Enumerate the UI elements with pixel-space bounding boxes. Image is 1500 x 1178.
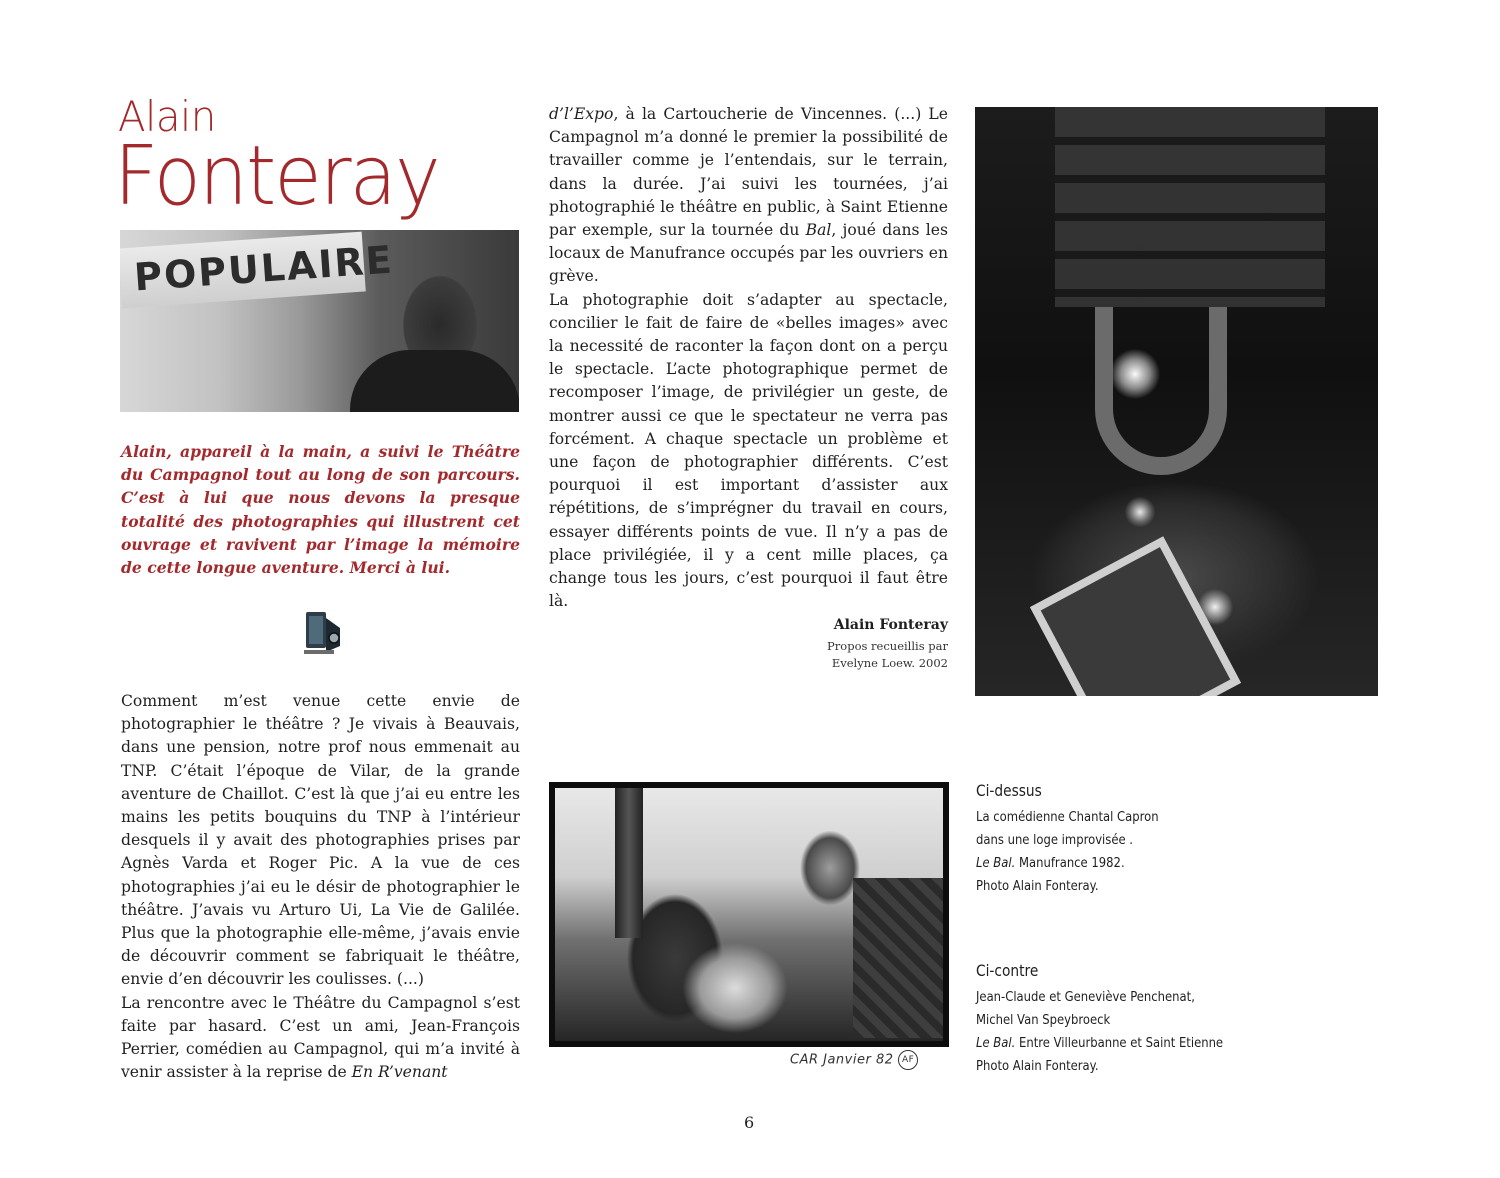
- caption-opposite-heading: Ci-contre: [976, 961, 1039, 980]
- caption-opposite-line-4: Photo Alain Fonteray.: [976, 1058, 1099, 1074]
- bus-photo-image: [555, 788, 943, 1041]
- body-paragraph-3-text-a: , à la Cartoucherie de Vincennes. (...) Le Campagnol m’a donné le premier la possibilité de travailler comme je l’entendais, sur le terrain, dans la durée. J’ai suivi les tournées, j’ai photographié le théâtre en public, à Saint Etienne par exemple, sur la tournée du: [549, 105, 948, 240]
- photo-pipe: [1095, 307, 1227, 475]
- photo-mirror: [1030, 536, 1241, 696]
- caption-above-line-2: dans une loge improvisée .: [976, 832, 1134, 848]
- play-title-italic: En R’venant: [351, 1063, 448, 1082]
- body-paragraph-3-text-b: , joué dans les locaux de Manufrance occupés par les ouvriers en grève.: [549, 221, 948, 286]
- body-column-middle: [549, 103, 948, 613]
- caption-opposite-line-2: Michel Van Speybroeck: [976, 1012, 1111, 1028]
- dressing-room-photo: [975, 107, 1378, 696]
- body-paragraph-2: [121, 992, 520, 1085]
- signature-line-2: Evelyne Loew. 2002: [831, 656, 948, 670]
- portrait-figure: [350, 350, 519, 412]
- body-paragraph-4: La photographie doit s’adapter au spectacle, concilier le fait de faire de «belles images» avec la necessité de raconter la façon dont on a perçu le spectacle. L’acte photographique permet de recomposer l’image, de privilégier un geste, de montrer aussi ce que le spectateur ne verra pas forcément. A chaque spectacle un problème et une façon de photographier différents. C’est pourquoi il est important d’assister aux répétitions, de s’imprégner du travail en cours, essayer différents points de vue. Il n’y a pas de place privilégiée, il y a cent mille places, ça change tous les jours, c’est pourquoi il faut être là.: [549, 290, 948, 611]
- banner-text: POPULAIRE: [120, 232, 366, 309]
- body-paragraph-2-text: La rencontre avec le Théâtre du Campagnol s’est faite par hasard. C’est un ami, Jean-François Perrier, comédien au Campagnol, qui m’a invité à venir assister à la reprise de: [121, 993, 520, 1082]
- caption-opposite-play-title: Le Bal.: [976, 1035, 1016, 1051]
- page-number: 6: [744, 1113, 755, 1132]
- title-last-name: Fonteray: [114, 129, 439, 224]
- caption-above-line-3-text: Manufrance 1982.: [1015, 855, 1125, 871]
- portrait-photo: [120, 230, 519, 412]
- photographer-monogram: AF: [898, 1050, 918, 1070]
- handwritten-date: CAR Janvier 82: [790, 1052, 894, 1068]
- caption-opposite-line-3-text: Entre Villeurbanne et Saint Etienne: [1015, 1035, 1224, 1051]
- caption-opposite-line-3: [976, 1035, 1223, 1051]
- caption-above-line-1: La comédienne Chantal Capron: [976, 809, 1159, 825]
- caption-opposite-line-1: Jean-Claude et Geneviève Penchenat,: [976, 989, 1195, 1005]
- bus-seat: [853, 878, 943, 1038]
- signature-name: Alain Fonteray: [833, 617, 948, 633]
- caption-above-line-4: Photo Alain Fonteray.: [976, 878, 1099, 894]
- signature-line-1: Propos recueillis par: [827, 639, 948, 653]
- play-title-continued: d’l’Expo: [549, 105, 614, 123]
- bus-curtain: [615, 788, 643, 938]
- photo-handwritten-note: [790, 1050, 918, 1070]
- play-title-bal: Bal: [805, 221, 832, 240]
- bus-photo: [549, 782, 949, 1047]
- body-paragraph-1: Comment m’est venue cette envie de photographier le théâtre ? Je vivais à Beauvais, dans une pension, notre prof nous emmenait au TNP. C’était l’époque de Vilar, de la grande aventure de Chaillot. C’est là que j’ai eu entre les mains les petits bouquins du TNP à l’intérieur desquels il y avait des photographies prises par Agnès Varda et Roger Pic. A la vue de ces photographies j’ai eu le désir de photographier le théâtre. J’avais vu Arturo Ui, La Vie de Galilée. Plus que la photographie elle-même, j’avais envie de découvrir comment se fabriquait le théâtre, envie d’en découvrir les coulisses. (...): [121, 692, 520, 989]
- folding-camera-icon: [300, 608, 346, 658]
- body-column-left: [121, 690, 520, 1084]
- body-paragraph-3: [549, 103, 948, 289]
- photo-shelf: [1055, 107, 1325, 307]
- caption-above-play-title: Le Bal.: [976, 855, 1016, 871]
- caption-above-heading: Ci-dessus: [976, 781, 1042, 800]
- title-first-name: Alain: [118, 92, 216, 141]
- intro-text: Alain, appareil à la main, a suivi le Théâtre du Campagnol tout au long de son parcours. C’est à lui que nous devons la presque totalité des photographies qui illustrent cet ouvrage et ravivent par l’image la mémoire de cette longue aventure. Merci à lui.: [121, 442, 520, 578]
- caption-above-line-3: [976, 855, 1125, 871]
